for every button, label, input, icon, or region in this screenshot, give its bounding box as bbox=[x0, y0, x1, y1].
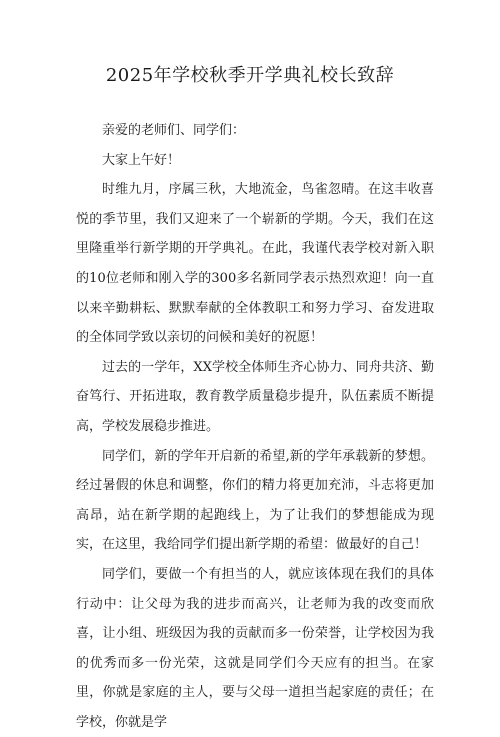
paragraph-3: 同学们，新的学年开启新的希望,新的学年承载新的梦想。经过暑假的休息和调整，你们的精力将更加充沛，斗志将更加高昂，站在新学期的起跑线上，为了让我们的梦想能成为现实，在这里，我给同学们提出新学期的希望：做最好的自己！ bbox=[76, 448, 434, 553]
salutation: 亲爱的老师们、同学们： bbox=[102, 123, 246, 138]
greeting: 大家上午好！ bbox=[102, 152, 181, 168]
document-title: 2025年学校秋季开学典礼校长致辞 bbox=[105, 65, 395, 86]
paragraph-2: 过去的一学年，XX学校全体师生齐心协力、同舟共济、勤奋笃行、开拓进取，教育教学质量稳步提升，队伍素质不断提高，学校发展稳步推进。 bbox=[76, 359, 434, 434]
paragraph-4: 同学们，要做一个有担当的人，就应该体现在我们的具体行动中：让父母为我的进步而高兴，让老师为我的改变而欣喜，让小组、班级因为我的贡献而多一份荣誉，让学校因为我的优秀而多一份光荣，这就是同学们今天应有的担当。在家里，你就是家庭的主人，要与父母一道担当起家庭的责任；在学校，你就是学 bbox=[76, 566, 434, 730]
paragraph-1: 时维九月，序属三秋，大地流金，鸟雀忽晴。在这丰收喜悦的季节里，我们又迎来了一个崭新的学期。今天，我们在这里隆重举行新学期的开学典礼。在此，我谨代表学校对新入职的10位老师和刚入学的300多名新同学表示热烈欢迎！向一直以来辛勤耕耘、默默奉献的全体教职工和努力学习、奋发进取的全体同学致以亲切的问候和美好的祝愿！ bbox=[76, 182, 434, 346]
document-body bbox=[76, 116, 434, 737]
